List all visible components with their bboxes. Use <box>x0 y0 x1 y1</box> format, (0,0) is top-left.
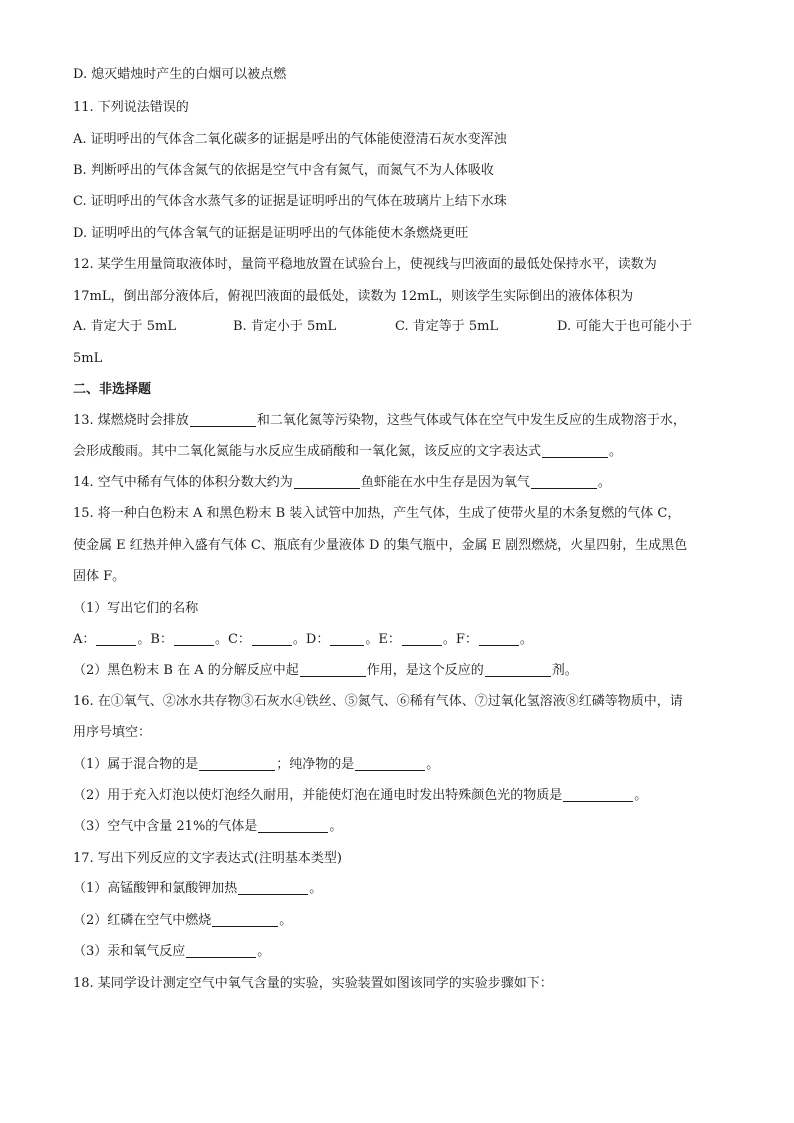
section-title: 二、非选择题 <box>73 382 152 397</box>
q12-option-c: C. 肯定等于 5mL <box>395 319 499 334</box>
q16-sub1-text-1: （1）属于混合物的是 <box>73 757 199 772</box>
q17-sub3-end: 。 <box>257 944 271 959</box>
q15-blank-b[interactable] <box>174 632 214 646</box>
q15-blank-role[interactable] <box>300 663 366 677</box>
q14-text-1: 14. 空气中稀有气体的体积分数大约为 <box>73 475 293 490</box>
q14-blank-1[interactable] <box>294 475 360 489</box>
q16-sub3-text-1: （3）空气中含量 21%的气体是 <box>73 819 258 834</box>
q15-label-f: 。F： <box>442 632 478 647</box>
q13-line2 <box>73 443 622 461</box>
q18-stem: 18. 某同学设计测定空气中氧气含量的实验，实验装置如图该同学的实验步骤如下： <box>73 976 553 991</box>
q15-blank-agent[interactable] <box>485 663 551 677</box>
q16-sub1 <box>73 756 439 774</box>
q16-stem-line1: 16. 在①氧气、②冰水共存物③石灰水④铁丝、⑤氮气、⑥稀有气体、⑦过氧化氢溶液⑧红磷等物质中，请 <box>73 694 683 709</box>
q15-sub2-text-2: 作用，是这个反应的 <box>366 663 484 678</box>
q12-option-d: D. 可能大于也可能小于 <box>557 319 693 334</box>
q15-stem-line3: 固体 F。 <box>73 569 126 584</box>
q15-blank-d[interactable] <box>330 632 364 646</box>
q17-sub1-end: 。 <box>309 881 323 896</box>
q14-blank-2[interactable] <box>531 475 597 489</box>
q16-sub2-text-1: （2）用于充入灯泡以使灯泡经久耐用，并能使灯泡在通电时发出特殊颜色光的物质是 <box>73 788 563 803</box>
q15-end: 。 <box>519 632 533 647</box>
q15-blank-a[interactable] <box>96 632 136 646</box>
q13-text-3: 会形成酸雨。其中二氧化氮能与水反应生成硝酸和一氧化氮，该反应的文字表达式 <box>73 444 542 459</box>
q16-sub3 <box>73 818 342 836</box>
q10-option-d: D. 熄灭蜡烛时产生的白烟可以被点燃 <box>73 67 287 82</box>
q15-label-a: A： <box>73 632 96 647</box>
q17-blank-1[interactable] <box>238 881 308 895</box>
q16-sub2-text-2: 。 <box>634 788 648 803</box>
q15-sub2 <box>73 662 578 680</box>
q16-blank-mixture[interactable] <box>199 757 275 771</box>
q17-blank-2[interactable] <box>212 913 278 927</box>
q15-sub1: （1）写出它们的名称 <box>73 601 199 616</box>
q15-blank-e[interactable] <box>402 632 442 646</box>
q16-blank-pure[interactable] <box>355 757 425 771</box>
q15-sub2-text-3: 剂。 <box>551 663 578 678</box>
q16-blank-lamp-gas[interactable] <box>563 788 633 802</box>
q14-line <box>73 474 611 492</box>
q11-option-c: C. 证明呼出的气体含水蒸气多的证据是证明呼出的气体在玻璃片上结下水珠 <box>73 194 507 209</box>
q13-text-1: 13. 煤燃烧时会排放 <box>73 413 189 428</box>
q17-sub2 <box>73 912 292 930</box>
q15-blank-c[interactable] <box>252 632 292 646</box>
q17-blank-3[interactable] <box>186 944 256 958</box>
q11-stem: 11. 下列说法错误的 <box>73 100 189 115</box>
q15-label-b: 。B： <box>137 632 173 647</box>
q14-text-2: 鱼虾能在水中生存是因为氧气 <box>360 475 530 490</box>
q15-stem-line2: 使金属 E 红热并伸入盛有气体 C、瓶底有少量液体 D 的集气瓶中，金属 E 剧烈燃烧，火星四射，生成黑色 <box>73 538 688 553</box>
q15-stem-line1: 15. 将一种白色粉末 A 和黑色粉末 B 装入试管中加热，产生气体，生成了使带火星的木条复燃的气体 C， <box>73 506 681 521</box>
q11-option-d: D. 证明呼出的气体含氧气的证据是证明呼出的气体能使木条燃烧更旺 <box>73 226 469 241</box>
q15-blank-f[interactable] <box>479 632 519 646</box>
q12-option-b: B. 肯定小于 5mL <box>233 319 337 334</box>
q11-option-b: B. 判断呼出的气体含氮气的依据是空气中含有氮气，而氮气不为人体吸收 <box>73 163 494 178</box>
q13-blank-1[interactable] <box>190 413 256 427</box>
q13-line1 <box>73 412 686 430</box>
q16-sub1-text-2: ；纯净物的是 <box>276 757 355 772</box>
q14-text-3: 。 <box>597 475 611 490</box>
q17-stem: 17. 写出下列反应的文字表达式(注明基本类型) <box>73 851 342 866</box>
q17-sub3-text: （3）汞和氧气反应 <box>73 944 186 959</box>
q17-sub3 <box>73 943 270 961</box>
q12-option-d-cont: 5mL <box>73 351 103 366</box>
q16-sub2 <box>73 787 647 805</box>
q16-stem-line2: 用序号填空： <box>73 725 152 740</box>
q15-label-e: 。E： <box>365 632 401 647</box>
q15-label-c: 。C： <box>214 632 251 647</box>
q17-sub1 <box>73 880 322 898</box>
q16-sub3-text-2: 。 <box>329 819 343 834</box>
q17-sub2-text: （2）红磷在空气中燃烧 <box>73 913 212 928</box>
q15-sub2-text-1: （2）黑色粉末 B 在 A 的分解反应中起 <box>73 663 299 678</box>
q15-label-d: 。D： <box>292 632 330 647</box>
q17-sub1-text: （1）高锰酸钾和氯酸钾加热 <box>73 881 238 896</box>
q16-blank-21-gas[interactable] <box>258 819 328 833</box>
q13-text-4: 。 <box>609 444 623 459</box>
q16-sub1-text-3: 。 <box>426 757 440 772</box>
q13-text-2: 和二氧化氮等污染物，这些气体或气体在空气中发生反应的生成物溶于水， <box>256 413 686 428</box>
q12-stem-line2: 17mL，倒出部分液体后，俯视凹液面的最低处，读数为 12mL，则该学生实际倒出的液体体积为 <box>73 289 634 304</box>
q13-blank-2[interactable] <box>542 444 608 458</box>
q15-names-line <box>73 631 533 649</box>
q17-sub2-end: 。 <box>279 913 293 928</box>
q11-option-a: A. 证明呼出的气体含二氧化碳多的证据是呼出的气体能使澄清石灰水变浑浊 <box>73 132 507 147</box>
q12-stem-line1: 12. 某学生用量筒取液体时，量筒平稳地放置在试验台上，使视线与凹液面的最低处保持水平，读数为 <box>73 257 657 272</box>
q12-option-a: A. 肯定大于 5mL <box>73 319 177 334</box>
